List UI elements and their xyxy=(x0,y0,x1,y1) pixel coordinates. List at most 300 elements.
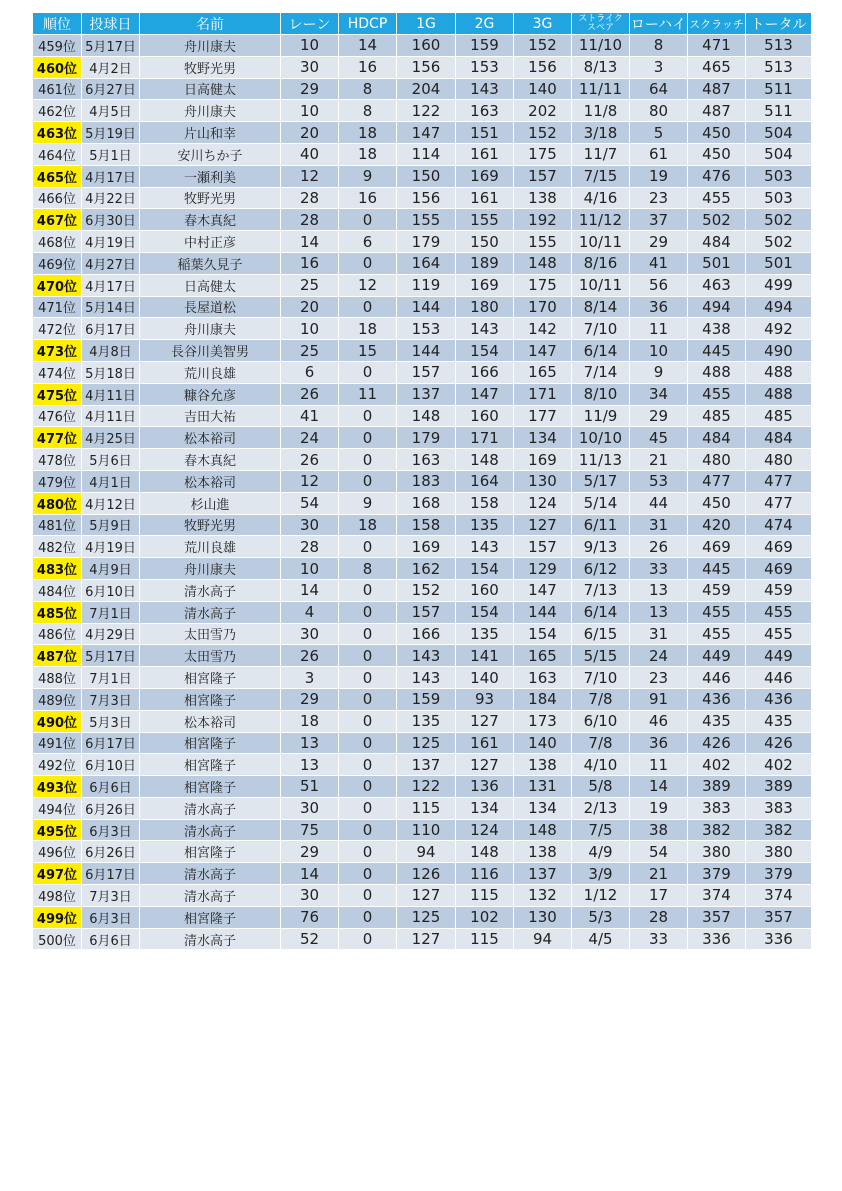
total-cell: 480 xyxy=(746,449,812,471)
game-1-cell: 157 xyxy=(397,601,456,623)
game-1-cell: 152 xyxy=(397,579,456,601)
total-cell: 383 xyxy=(746,797,812,819)
game-3-cell: 165 xyxy=(514,361,572,383)
lowhigh-cell: 5 xyxy=(630,122,688,144)
rank-cell: 472位 xyxy=(33,318,82,340)
strike-spare-cell: 3/9 xyxy=(572,863,630,885)
hdcp-cell: 0 xyxy=(339,252,397,274)
header-total: トータル xyxy=(746,13,812,35)
table-row xyxy=(33,449,812,471)
game-3-cell: 137 xyxy=(514,863,572,885)
lane-cell: 10 xyxy=(281,100,339,122)
hdcp-cell: 8 xyxy=(339,100,397,122)
total-cell: 336 xyxy=(746,928,812,950)
scratch-cell: 382 xyxy=(688,819,746,841)
game-2-cell: 143 xyxy=(456,536,514,558)
game-2-cell: 189 xyxy=(456,252,514,274)
rank-cell: 467位 xyxy=(33,209,82,231)
game-1-cell: 127 xyxy=(397,885,456,907)
name-cell: 舟川康夫 xyxy=(140,35,281,57)
game-2-cell: 135 xyxy=(456,623,514,645)
lowhigh-cell: 13 xyxy=(630,601,688,623)
name-cell: 松本裕司 xyxy=(140,427,281,449)
total-cell: 382 xyxy=(746,819,812,841)
table-row xyxy=(33,274,812,296)
game-1-cell: 147 xyxy=(397,122,456,144)
game-2-cell: 136 xyxy=(456,776,514,798)
strike-spare-cell: 7/10 xyxy=(572,318,630,340)
game-3-cell: 130 xyxy=(514,906,572,928)
lowhigh-cell: 29 xyxy=(630,231,688,253)
header-strike-spare xyxy=(572,13,630,35)
total-cell: 455 xyxy=(746,623,812,645)
scratch-cell: 426 xyxy=(688,732,746,754)
total-cell: 488 xyxy=(746,383,812,405)
game-2-cell: 134 xyxy=(456,797,514,819)
game-1-cell: 153 xyxy=(397,318,456,340)
total-cell: 380 xyxy=(746,841,812,863)
game-3-cell: 169 xyxy=(514,449,572,471)
total-cell: 499 xyxy=(746,274,812,296)
table-row xyxy=(33,187,812,209)
scratch-cell: 469 xyxy=(688,536,746,558)
date-cell: 4月2日 xyxy=(82,56,140,78)
name-cell: 清水高子 xyxy=(140,579,281,601)
date-cell: 6月27日 xyxy=(82,78,140,100)
strike-spare-cell: 6/11 xyxy=(572,514,630,536)
table-row xyxy=(33,340,812,362)
hdcp-cell: 6 xyxy=(339,231,397,253)
game-3-cell: 140 xyxy=(514,732,572,754)
rank-cell: 489位 xyxy=(33,688,82,710)
name-cell: 片山和幸 xyxy=(140,122,281,144)
rank-cell: 494位 xyxy=(33,797,82,819)
strike-spare-cell: 6/12 xyxy=(572,558,630,580)
game-1-cell: 179 xyxy=(397,427,456,449)
game-2-cell: 115 xyxy=(456,928,514,950)
game-3-cell: 138 xyxy=(514,187,572,209)
game-2-cell: 116 xyxy=(456,863,514,885)
game-2-cell: 141 xyxy=(456,645,514,667)
table-row xyxy=(33,710,812,732)
scratch-cell: 379 xyxy=(688,863,746,885)
lowhigh-cell: 41 xyxy=(630,252,688,274)
game-1-cell: 127 xyxy=(397,928,456,950)
game-2-cell: 160 xyxy=(456,405,514,427)
lowhigh-cell: 64 xyxy=(630,78,688,100)
scratch-cell: 336 xyxy=(688,928,746,950)
scratch-cell: 455 xyxy=(688,623,746,645)
date-cell: 4月27日 xyxy=(82,252,140,274)
date-cell: 6月26日 xyxy=(82,841,140,863)
game-1-cell: 122 xyxy=(397,100,456,122)
scratch-cell: 494 xyxy=(688,296,746,318)
strike-spare-cell: 4/10 xyxy=(572,754,630,776)
game-1-cell: 169 xyxy=(397,536,456,558)
lane-cell: 75 xyxy=(281,819,339,841)
hdcp-cell: 0 xyxy=(339,885,397,907)
rank-cell: 459位 xyxy=(33,35,82,57)
hdcp-cell: 0 xyxy=(339,209,397,231)
header-rank: 順位 xyxy=(33,13,82,35)
strike-spare-cell: 4/9 xyxy=(572,841,630,863)
hdcp-cell: 0 xyxy=(339,841,397,863)
date-cell: 6月3日 xyxy=(82,906,140,928)
strike-spare-cell: 6/15 xyxy=(572,623,630,645)
name-cell: 舟川康夫 xyxy=(140,100,281,122)
game-3-cell: 144 xyxy=(514,601,572,623)
lane-cell: 28 xyxy=(281,187,339,209)
name-cell: 荒川良雄 xyxy=(140,361,281,383)
scratch-cell: 450 xyxy=(688,492,746,514)
strike-spare-cell: 9/13 xyxy=(572,536,630,558)
rank-cell: 481位 xyxy=(33,514,82,536)
game-2-cell: 115 xyxy=(456,885,514,907)
strike-spare-cell: 3/18 xyxy=(572,122,630,144)
name-cell: 相宮隆子 xyxy=(140,906,281,928)
date-cell: 5月14日 xyxy=(82,296,140,318)
game-2-cell: 166 xyxy=(456,361,514,383)
table-row xyxy=(33,863,812,885)
total-cell: 511 xyxy=(746,100,812,122)
strike-spare-cell: 8/13 xyxy=(572,56,630,78)
table-row xyxy=(33,667,812,689)
name-cell: 相宮隆子 xyxy=(140,732,281,754)
rank-cell: 460位 xyxy=(33,56,82,78)
strike-spare-cell: 5/8 xyxy=(572,776,630,798)
game-1-cell: 166 xyxy=(397,623,456,645)
total-cell: 504 xyxy=(746,143,812,165)
rank-cell: 495位 xyxy=(33,819,82,841)
game-3-cell: 173 xyxy=(514,710,572,732)
total-cell: 492 xyxy=(746,318,812,340)
date-cell: 5月3日 xyxy=(82,710,140,732)
lowhigh-cell: 23 xyxy=(630,187,688,209)
game-1-cell: 163 xyxy=(397,449,456,471)
game-3-cell: 94 xyxy=(514,928,572,950)
lane-cell: 26 xyxy=(281,645,339,667)
lowhigh-cell: 45 xyxy=(630,427,688,449)
date-cell: 5月17日 xyxy=(82,645,140,667)
total-cell: 484 xyxy=(746,427,812,449)
table-row xyxy=(33,56,812,78)
table-row xyxy=(33,906,812,928)
game-2-cell: 163 xyxy=(456,100,514,122)
date-cell: 6月26日 xyxy=(82,797,140,819)
table-row xyxy=(33,885,812,907)
lane-cell: 20 xyxy=(281,122,339,144)
date-cell: 5月1日 xyxy=(82,143,140,165)
hdcp-cell: 9 xyxy=(339,165,397,187)
lane-cell: 16 xyxy=(281,252,339,274)
hdcp-cell: 0 xyxy=(339,361,397,383)
table-row xyxy=(33,536,812,558)
total-cell: 503 xyxy=(746,165,812,187)
scratch-cell: 374 xyxy=(688,885,746,907)
lowhigh-cell: 9 xyxy=(630,361,688,383)
rank-cell: 497位 xyxy=(33,863,82,885)
rank-cell: 473位 xyxy=(33,340,82,362)
game-2-cell: 158 xyxy=(456,492,514,514)
lowhigh-cell: 44 xyxy=(630,492,688,514)
hdcp-cell: 0 xyxy=(339,405,397,427)
game-1-cell: 159 xyxy=(397,688,456,710)
date-cell: 4月9日 xyxy=(82,558,140,580)
scratch-cell: 445 xyxy=(688,558,746,580)
total-cell: 490 xyxy=(746,340,812,362)
strike-spare-cell: 11/10 xyxy=(572,35,630,57)
game-2-cell: 154 xyxy=(456,340,514,362)
game-2-cell: 135 xyxy=(456,514,514,536)
table-row xyxy=(33,165,812,187)
name-cell: 一瀬利美 xyxy=(140,165,281,187)
scratch-cell: 488 xyxy=(688,361,746,383)
header-lane: レーン xyxy=(281,13,339,35)
hdcp-cell: 0 xyxy=(339,536,397,558)
game-1-cell: 156 xyxy=(397,187,456,209)
game-1-cell: 137 xyxy=(397,754,456,776)
table-row xyxy=(33,296,812,318)
hdcp-cell: 18 xyxy=(339,318,397,340)
hdcp-cell: 18 xyxy=(339,122,397,144)
lane-cell: 14 xyxy=(281,863,339,885)
total-cell: 513 xyxy=(746,35,812,57)
name-cell: 清水高子 xyxy=(140,928,281,950)
rank-cell: 468位 xyxy=(33,231,82,253)
scratch-cell: 436 xyxy=(688,688,746,710)
game-1-cell: 144 xyxy=(397,296,456,318)
game-3-cell: 152 xyxy=(514,122,572,144)
strike-spare-cell: 7/10 xyxy=(572,667,630,689)
strike-spare-cell: 7/15 xyxy=(572,165,630,187)
game-1-cell: 125 xyxy=(397,906,456,928)
scratch-cell: 471 xyxy=(688,35,746,57)
lane-cell: 26 xyxy=(281,383,339,405)
lowhigh-cell: 19 xyxy=(630,797,688,819)
lane-cell: 40 xyxy=(281,143,339,165)
scratch-cell: 380 xyxy=(688,841,746,863)
hdcp-cell: 9 xyxy=(339,492,397,514)
lowhigh-cell: 61 xyxy=(630,143,688,165)
date-cell: 4月25日 xyxy=(82,427,140,449)
table-row xyxy=(33,405,812,427)
game-2-cell: 160 xyxy=(456,579,514,601)
total-cell: 503 xyxy=(746,187,812,209)
table-row xyxy=(33,819,812,841)
table-row xyxy=(33,797,812,819)
scratch-cell: 501 xyxy=(688,252,746,274)
total-cell: 446 xyxy=(746,667,812,689)
scratch-cell: 480 xyxy=(688,449,746,471)
lowhigh-cell: 31 xyxy=(630,514,688,536)
name-cell: 糠谷允彦 xyxy=(140,383,281,405)
total-cell: 513 xyxy=(746,56,812,78)
game-3-cell: 134 xyxy=(514,427,572,449)
game-1-cell: 179 xyxy=(397,231,456,253)
name-cell: 長屋道松 xyxy=(140,296,281,318)
lane-cell: 25 xyxy=(281,274,339,296)
name-cell: 清水高子 xyxy=(140,885,281,907)
hdcp-cell: 0 xyxy=(339,710,397,732)
table-row xyxy=(33,754,812,776)
total-cell: 494 xyxy=(746,296,812,318)
total-cell: 455 xyxy=(746,601,812,623)
game-3-cell: 129 xyxy=(514,558,572,580)
table-row xyxy=(33,122,812,144)
lane-cell: 6 xyxy=(281,361,339,383)
rank-cell: 474位 xyxy=(33,361,82,383)
strike-spare-cell: 10/10 xyxy=(572,427,630,449)
lane-cell: 54 xyxy=(281,492,339,514)
game-1-cell: 150 xyxy=(397,165,456,187)
total-cell: 501 xyxy=(746,252,812,274)
name-cell: 中村正彦 xyxy=(140,231,281,253)
table-row xyxy=(33,209,812,231)
game-3-cell: 175 xyxy=(514,274,572,296)
table-row xyxy=(33,361,812,383)
total-cell: 477 xyxy=(746,492,812,514)
game-1-cell: 155 xyxy=(397,209,456,231)
game-3-cell: 152 xyxy=(514,35,572,57)
header-lowhigh: ローハイ xyxy=(630,13,688,35)
lowhigh-cell: 54 xyxy=(630,841,688,863)
scratch-cell: 383 xyxy=(688,797,746,819)
rank-cell: 490位 xyxy=(33,710,82,732)
game-3-cell: 202 xyxy=(514,100,572,122)
total-cell: 402 xyxy=(746,754,812,776)
game-2-cell: 143 xyxy=(456,318,514,340)
date-cell: 4月11日 xyxy=(82,383,140,405)
game-2-cell: 159 xyxy=(456,35,514,57)
game-1-cell: 162 xyxy=(397,558,456,580)
header-scratch: スクラッチ xyxy=(688,13,746,35)
rank-cell: 471位 xyxy=(33,296,82,318)
strike-spare-cell: 4/5 xyxy=(572,928,630,950)
lowhigh-cell: 13 xyxy=(630,579,688,601)
strike-spare-cell: 5/15 xyxy=(572,645,630,667)
table-row xyxy=(33,688,812,710)
date-cell: 5月9日 xyxy=(82,514,140,536)
game-1-cell: 204 xyxy=(397,78,456,100)
lowhigh-cell: 8 xyxy=(630,35,688,57)
game-1-cell: 119 xyxy=(397,274,456,296)
strike-spare-cell: 7/13 xyxy=(572,579,630,601)
strike-spare-cell: 4/16 xyxy=(572,187,630,209)
lane-cell: 25 xyxy=(281,340,339,362)
strike-spare-cell: 11/9 xyxy=(572,405,630,427)
game-3-cell: 138 xyxy=(514,754,572,776)
game-1-cell: 143 xyxy=(397,667,456,689)
lowhigh-cell: 56 xyxy=(630,274,688,296)
table-row xyxy=(33,427,812,449)
game-2-cell: 127 xyxy=(456,710,514,732)
total-cell: 469 xyxy=(746,536,812,558)
game-1-cell: 135 xyxy=(397,710,456,732)
name-cell: 牧野光男 xyxy=(140,187,281,209)
name-cell: 相宮隆子 xyxy=(140,841,281,863)
lane-cell: 30 xyxy=(281,56,339,78)
strike-spare-cell: 10/11 xyxy=(572,274,630,296)
lane-cell: 41 xyxy=(281,405,339,427)
game-2-cell: 143 xyxy=(456,78,514,100)
rank-cell: 461位 xyxy=(33,78,82,100)
lowhigh-cell: 31 xyxy=(630,623,688,645)
lowhigh-cell: 11 xyxy=(630,318,688,340)
table-row xyxy=(33,383,812,405)
total-cell: 477 xyxy=(746,470,812,492)
scratch-cell: 450 xyxy=(688,143,746,165)
rank-cell: 492位 xyxy=(33,754,82,776)
total-cell: 502 xyxy=(746,209,812,231)
rank-cell: 469位 xyxy=(33,252,82,274)
game-1-cell: 126 xyxy=(397,863,456,885)
strike-spare-cell: 5/14 xyxy=(572,492,630,514)
game-3-cell: 154 xyxy=(514,623,572,645)
strike-spare-cell: 7/8 xyxy=(572,732,630,754)
name-cell: 吉田大祐 xyxy=(140,405,281,427)
game-3-cell: 171 xyxy=(514,383,572,405)
lowhigh-cell: 23 xyxy=(630,667,688,689)
game-1-cell: 156 xyxy=(397,56,456,78)
lowhigh-cell: 17 xyxy=(630,885,688,907)
scratch-cell: 463 xyxy=(688,274,746,296)
hdcp-cell: 0 xyxy=(339,776,397,798)
table-row xyxy=(33,78,812,100)
lane-cell: 29 xyxy=(281,841,339,863)
lane-cell: 10 xyxy=(281,35,339,57)
scratch-cell: 484 xyxy=(688,427,746,449)
lane-cell: 10 xyxy=(281,318,339,340)
game-1-cell: 94 xyxy=(397,841,456,863)
name-cell: 舟川康夫 xyxy=(140,558,281,580)
name-cell: 清水高子 xyxy=(140,797,281,819)
scratch-cell: 477 xyxy=(688,470,746,492)
scratch-cell: 450 xyxy=(688,122,746,144)
game-1-cell: 115 xyxy=(397,797,456,819)
lowhigh-cell: 34 xyxy=(630,383,688,405)
rank-cell: 475位 xyxy=(33,383,82,405)
total-cell: 511 xyxy=(746,78,812,100)
name-cell: 長谷川美智男 xyxy=(140,340,281,362)
name-cell: 清水高子 xyxy=(140,601,281,623)
date-cell: 6月10日 xyxy=(82,754,140,776)
scratch-cell: 438 xyxy=(688,318,746,340)
rank-cell: 463位 xyxy=(33,122,82,144)
total-cell: 389 xyxy=(746,776,812,798)
total-cell: 436 xyxy=(746,688,812,710)
lane-cell: 18 xyxy=(281,710,339,732)
date-cell: 4月22日 xyxy=(82,187,140,209)
date-cell: 5月17日 xyxy=(82,35,140,57)
game-1-cell: 164 xyxy=(397,252,456,274)
game-1-cell: 143 xyxy=(397,645,456,667)
table-row xyxy=(33,231,812,253)
strike-spare-cell: 11/12 xyxy=(572,209,630,231)
rank-cell: 462位 xyxy=(33,100,82,122)
date-cell: 6月30日 xyxy=(82,209,140,231)
game-3-cell: 147 xyxy=(514,579,572,601)
date-cell: 4月17日 xyxy=(82,274,140,296)
strike-spare-cell: 8/14 xyxy=(572,296,630,318)
rank-cell: 488位 xyxy=(33,667,82,689)
hdcp-cell: 0 xyxy=(339,667,397,689)
lane-cell: 12 xyxy=(281,470,339,492)
lowhigh-cell: 28 xyxy=(630,906,688,928)
game-3-cell: 165 xyxy=(514,645,572,667)
lowhigh-cell: 21 xyxy=(630,863,688,885)
total-cell: 449 xyxy=(746,645,812,667)
table-row xyxy=(33,776,812,798)
